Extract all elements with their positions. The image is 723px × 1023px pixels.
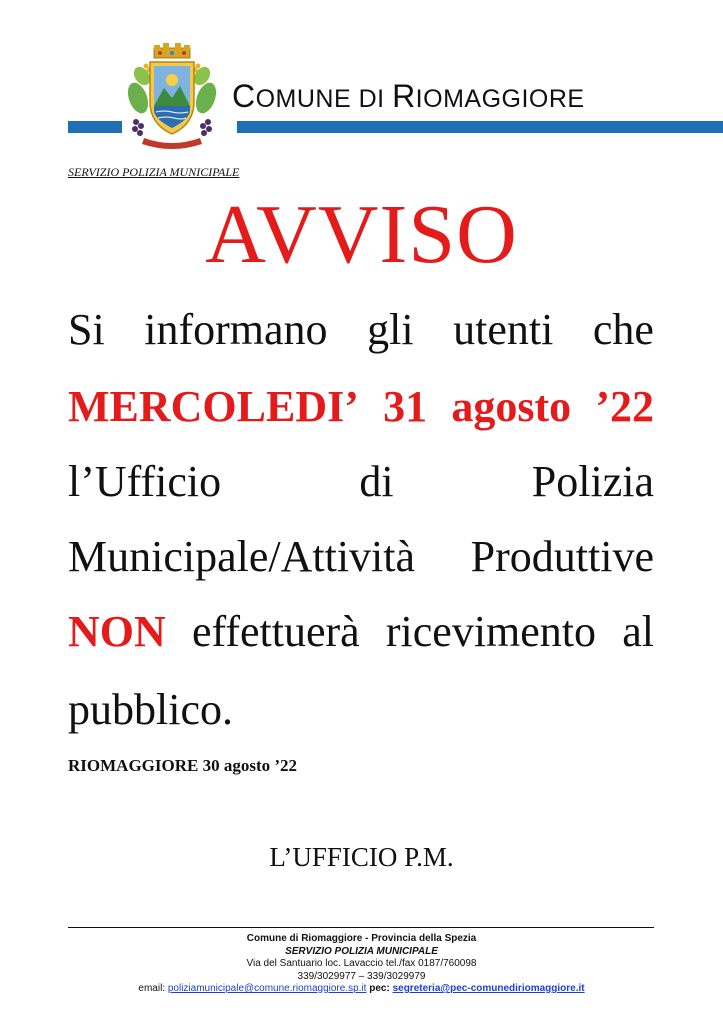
footer-municipality: Comune di Riomaggiore - Provincia della Spezia xyxy=(246,933,477,944)
footer-email-link[interactable]: poliziamunicipale@comune.riomaggiore.sp.it xyxy=(167,983,367,994)
notice-line-5 xyxy=(68,607,654,656)
notice-title: AVVISO xyxy=(205,188,518,281)
notice-word: al xyxy=(622,607,654,656)
notice-line-2-date xyxy=(68,382,654,431)
notice-line-3 xyxy=(68,457,654,506)
notice-word: MERCOLEDI’ xyxy=(68,382,359,431)
notice-line-6 xyxy=(68,685,654,734)
service-label: SERVIZIO POLIZIA MUNICIPALE xyxy=(68,165,240,179)
footer-divider xyxy=(68,927,654,928)
notice-word: informano xyxy=(144,305,328,354)
footer-phones: 339/3029977 – 339/3029979 xyxy=(297,970,426,982)
footer-email-label: email: xyxy=(138,983,166,994)
notice-word: Produttive xyxy=(470,532,654,581)
notice-word: Municipale/Attività xyxy=(68,532,416,581)
municipal-crest-icon xyxy=(116,40,228,152)
notice-word: l’Ufficio xyxy=(68,457,222,506)
header-bar-left xyxy=(68,121,122,133)
notice-word: agosto xyxy=(451,382,572,431)
footer-address: Via del Santuario loc. Lavaccio tel./fax 0187/760098 xyxy=(246,958,477,969)
header-bar-right xyxy=(237,121,723,133)
notice-word: Si xyxy=(68,305,105,354)
footer-service: SERVIZIO POLIZIA MUNICIPALE xyxy=(285,945,438,957)
notice-word: 31 xyxy=(383,382,428,431)
notice-word: utenti xyxy=(453,305,554,354)
footer-pec-link[interactable]: segreteria@pec-comunediriomaggiore.it xyxy=(392,983,585,994)
notice-line-4 xyxy=(68,532,654,581)
footer-contacts xyxy=(0,983,723,996)
notice-line-1 xyxy=(68,305,654,354)
notice-word: gli xyxy=(367,305,414,354)
notice-word: che xyxy=(592,305,654,354)
notice-word: ricevimento xyxy=(385,607,597,656)
notice-word: ’22 xyxy=(595,382,654,431)
notice-word: di xyxy=(359,457,394,506)
office-signature: L’UFFICIO P.M. xyxy=(269,842,454,872)
notice-word: Polizia xyxy=(531,457,654,506)
notice-word-non: NON xyxy=(68,607,166,656)
footer-pec-label: pec: xyxy=(369,983,390,994)
notice-word: pubblico. xyxy=(68,685,233,734)
municipality-title: COMUNE DI RIOMAGGIORE xyxy=(232,78,585,114)
footer xyxy=(0,933,723,996)
notice-word: effettuerà xyxy=(191,607,360,656)
signature-date: RIOMAGGIORE 30 agosto ’22 xyxy=(68,756,298,775)
